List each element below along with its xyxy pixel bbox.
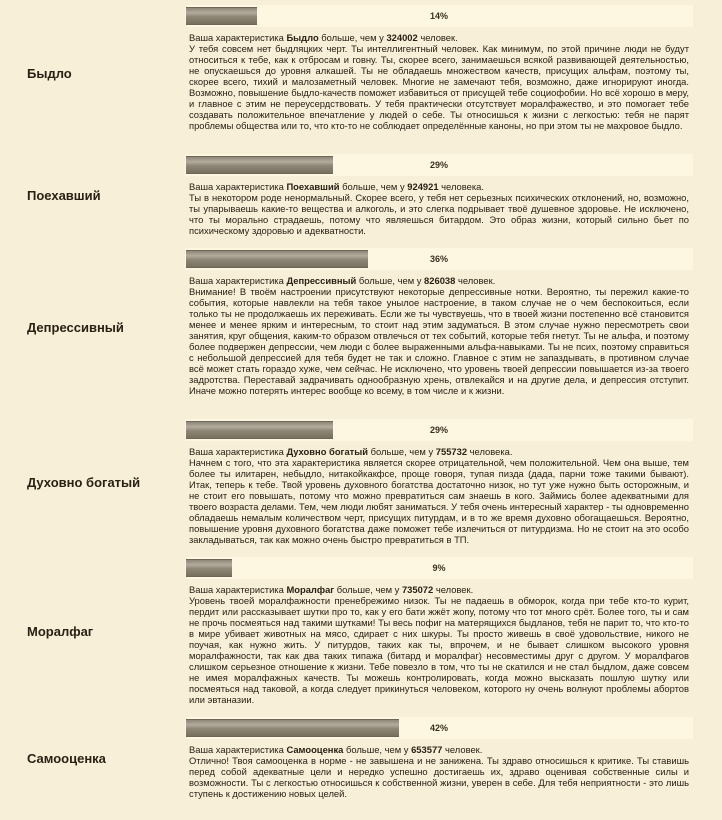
result-text: У тебя совсем нет быдляцких черт. Ты интеллигентный человек. Как минимум, по этой причине люди не будут относиться к тебе, как к отбросам и говну. Ты, скорее всего, занимаешься всякой развивающей деятельностью, не опускаешься до уровня алкашей. Ты не обладаешь множеством качеств, присущих альфам, поэтому ты, скорее всего, тихий и малозаметный человек. Многие не замечают тебя, возможно, даже игнорируют иногда. Возможно, повышение быдло-качеств поможет избавиться от присущей тебе социофобии. Но всё хорошо в меру, и главное с этим не переусердствовать. У тебя практически отсутствует моралфажество, и это помогает тебе создавать положительное впечатление у людей о себе. Ты относишься к жизни с легкостью: тебя не парят проблемы общества или то, что кто-то не соблюдает определённые каноны, но при этом ты не махровое быдло. — [189, 43, 689, 131]
section-title: Самооценка — [27, 751, 106, 766]
result-description — [189, 584, 689, 705]
section-title: Поехавший — [27, 188, 101, 203]
result-description — [189, 744, 689, 799]
result-summary: Ваша характеристика Духовно богатый больше, чем у 755732 человека. — [189, 446, 513, 457]
characteristic-name: Самооценка — [286, 744, 344, 755]
progress-percent: 42% — [429, 723, 448, 733]
progress-bar — [185, 717, 693, 739]
people-count: 735072 — [401, 584, 434, 595]
progress-bar — [185, 248, 693, 270]
section-title: Духовно богатый — [27, 475, 141, 490]
result-description — [189, 32, 689, 131]
result-summary: Ваша характеристика Быдло больше, чем у 324002 человек. — [189, 32, 458, 43]
people-count: 324002 — [386, 32, 418, 43]
progress-bar — [185, 419, 693, 441]
section-title: Депрессивный — [27, 320, 124, 335]
result-summary: Ваша характеристика Моралфаг больше, чем у 735072 человек. — [189, 584, 474, 595]
progress-bar — [185, 557, 693, 579]
result-summary: Ваша характеристика Самооценка больше, чем у 653577 человек. — [189, 744, 483, 755]
progress-percent: 29% — [429, 425, 448, 435]
result-summary: Ваша характеристика Поехавший больше, чем у 924921 человека. — [189, 181, 484, 192]
people-count: 755732 — [435, 446, 468, 457]
characteristic-name: Моралфаг — [286, 584, 335, 595]
result-description — [189, 275, 689, 396]
section-title: Моралфаг — [27, 624, 94, 639]
section-title: Быдло — [27, 66, 72, 81]
progress-percent: 9% — [432, 563, 446, 573]
progress-percent: 29% — [429, 160, 448, 170]
people-count: 924921 — [407, 181, 439, 192]
characteristic-name: Духовно богатый — [286, 446, 369, 457]
progress-bar — [185, 5, 693, 27]
progress-bar — [185, 154, 693, 176]
characteristic-name: Поехавший — [286, 181, 340, 192]
characteristic-name: Быдло — [286, 32, 319, 43]
result-text: Отлично! Твоя самооценка в норме - не завышена и не занижена. Ты здраво относишься к критике. Ты ставишь перед собой адекватные цели и нередко успешно достигаешь их, здраво оценивая собственные силы и возможности. Ты с легкостью относишься к собственной жизни, уверен в себе. Для тебя неприятности - это лишь ступень к достижению новых целей. — [189, 755, 689, 799]
people-count: 826038 — [424, 275, 456, 286]
progress-percent: 14% — [429, 11, 448, 21]
result-text: Внимание! В твоём настроении присутствуют некоторые депрессивные нотки. Вероятно, ты пережил какие-то события, которые навлекли на тебя такое унылое настроение, в таком случае не о чем беспокоиться, если только ты не продолжаешь их переживать. Если же ты чувствуешь, что в твоей жизни постепенно всё становится менее и менее ярким и интересным, то стоит над этим задуматься. В этом случае нужно пересмотреть свои занятия, круг общения, каким-то образом отвлечься от тех событий, которые тебя гнетут. Ты не альфа, и поэтому более подвержен депрессии, чем люди с более выраженными альфа-навыками. Ты не псих, поэтому справиться с небольшой депрессией для тебя будет не так и сложно. Главное с этим не запаздывать, в противном случае всё может стать гораздо хуже, чем сейчас. Не исключено, что уровень твоей депрессии повышается из-за твоего задротства. Переставай задрачивать однообразную хрень, отвлекайся и на другие дела, и депрессия отступит. Иначе можно потерять интерес вообще ко всему, в том числе и к жизни. — [189, 286, 689, 396]
result-summary: Ваша характеристика Депрессивный больше, чем у 826038 человек. — [189, 275, 496, 286]
result-text: Ты в некотором роде ненормальный. Скорее всего, у тебя нет серьезных психических отклонений, но, возможно, ты упарываешь какие-то вещества и алкоголь, и это слегка подрывает твоё душевное здоровье. Не исключено, что ты морально страдаешь, потому что являешься битардом. Это образ жизни, который сильно бьет по психическому здоровью и адекватности. — [189, 192, 689, 236]
characteristic-name: Депрессивный — [286, 275, 357, 286]
result-description — [189, 446, 689, 545]
progress-percent: 36% — [429, 254, 448, 264]
people-count: 653577 — [411, 744, 443, 755]
result-description — [189, 181, 689, 236]
result-text: Начнем с того, что эта характеристика является скорее отрицательной, чем положительной. Чем она выше, тем более ты илитарен, небыдло, нитакойкакфсе, проще говоря, тупая пизда (дада, парни тоже такими бывают). Итак, теперь к тебе. Твой уровень духовного богатства достаточно низок, но тут уже нужно быть осторожным, и не стоит его повышать, потому что можно превратиться сам знаешь в кого. Займись более адекватными для твоего возраста делами. Тем, чем люди любят заниматься. У тебя очень интересный характер - ты одновременно обладаешь немалым количеством черт, присущих питурдам, и в то же время духовно обогащаешься. Вероятно, повышение уровня духовного богатства даже поможет тебе излечиться от питурдизма. Но не стоит на это особо закладываться, так как можно очень быстро превратиться в ТП. — [189, 457, 689, 545]
result-text: Уровень твоей моралфажности пренебрежимо низок. Ты не падаешь в обморок, когда при тебе кто-то курит, пердит или рассказывает шутки про то, как у его бати жжёт жопу, потому что тот много срёт. Более того, ты и сам не прочь посмеяться над такими шутками! Ты весь пофиг на матерящихся быдланов, тебя не парит то, что кто-то в мире убивает животных на мясо, сдирает с них шкуры. Ты просто живешь в своё удовольствие, никого не поучая, как нужно жить. У питурдов, таких как ты, впрочем, и не бывает слишком высокого уровня моралфажности, так как два таких типажа (битард и моралфаг) несовместимы друг с другом. У моралфагов слишком серьезное отношение к жизни. Тебе повезло в том, что ты не скатился и не стал быдлом, даже совсем не имея моралфажных качеств. Ты можешь контролировать, когда можно высказать пошлую шутку или посмеяться над таковой, а когда следует прикинуться человеком, которого ну очень волнуют проблемы абортов или эвтаназии. — [189, 595, 689, 705]
